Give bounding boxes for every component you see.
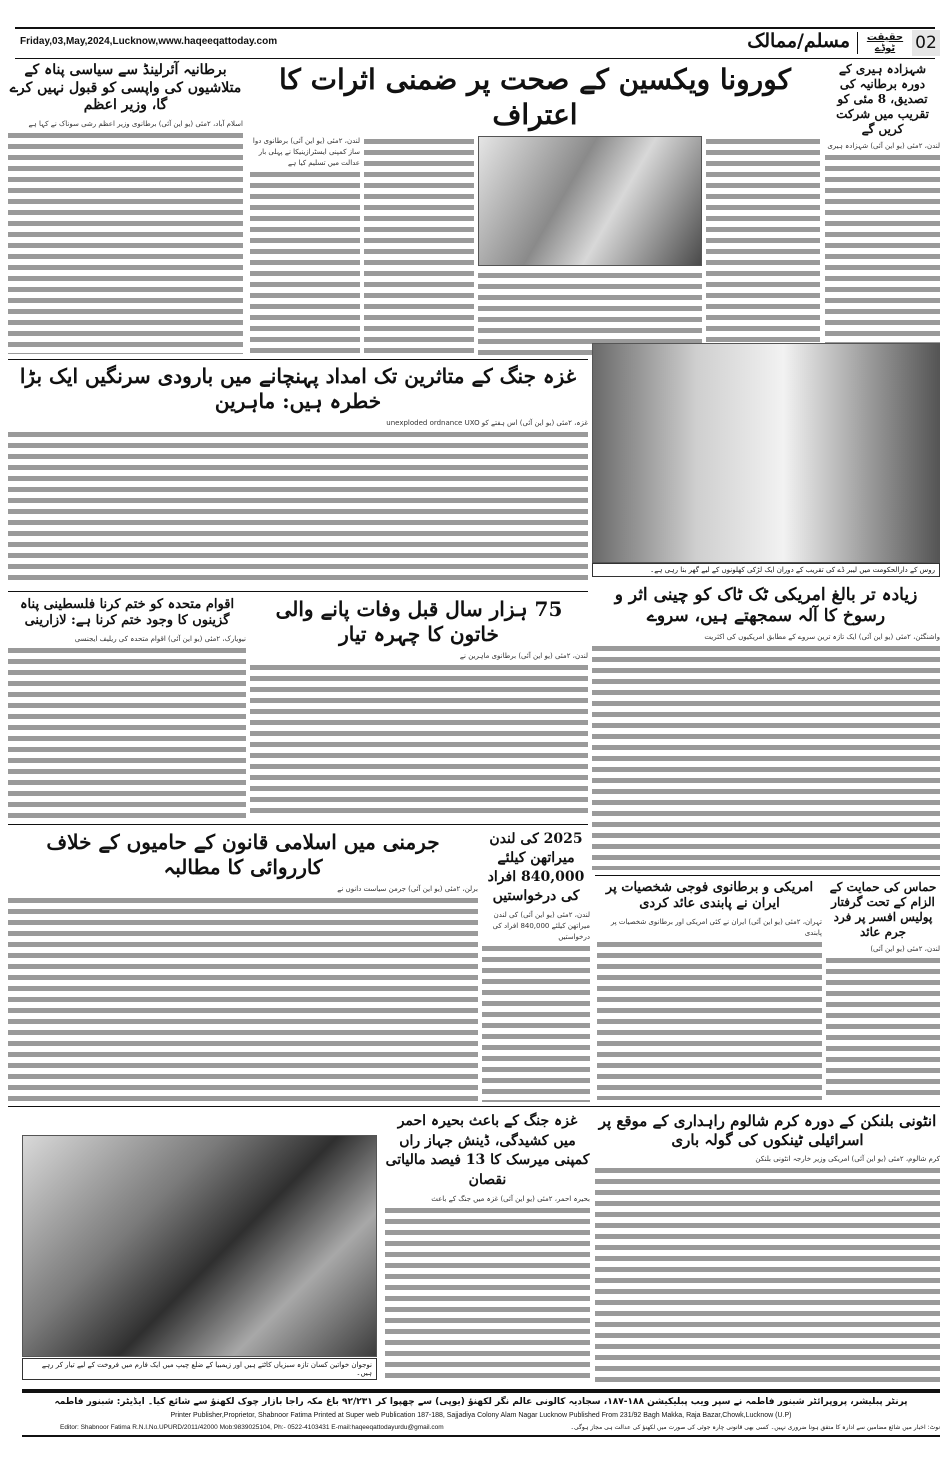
- story-hamas-body: لندن، ۲مئی (یو این آئی): [826, 944, 940, 1100]
- story-face: [250, 597, 588, 819]
- story-lead-body-4: [706, 136, 820, 355]
- headline-germany: جرمنی میں اسلامی قانون کے حامیوں کے خلاف کارروائی کا مطالبہ: [46, 830, 440, 879]
- headline-lead: کورونا ویکسین کے صحت پر ضمنی اثرات کا اعتراف: [278, 63, 791, 131]
- story-gaza-mines: [8, 364, 588, 586]
- footer-editor-line: Editor: Shabnoor Fatima R.N.I.No.UPURD/2011/42000 Mob:9839025104, Ph:- 0522-4103431 E-mail:haqeeqattodayurdu@gmail.com: [60, 1424, 444, 1431]
- headline-maersk: غزہ جنگ کے باعث بحیرہ احمر میں کشیدگی، ڈینش جہاز راں کمپنی میرسک کا 13 فیصد مالیاتی نقصان: [385, 1113, 590, 1188]
- farm-photo: [22, 1135, 377, 1357]
- story-lead-body-1: لندن، ۲مئی (یو این آئی) برطانوی دوا ساز کمپنی ایسٹرازینیکا نے پہلی بار عدالت میں تسلیم کیا ہے: [250, 136, 360, 355]
- story-lead-body-2: [364, 136, 474, 355]
- story-unrwa: [8, 597, 246, 819]
- girl-photo-caption: روس کے دارالحکومت میں لیبر ڈے کی تقریب کے دوران ایک لڑکی کھلونوں کے لیے گھر بنا رہی ہے۔: [592, 563, 940, 577]
- girl-photo: [592, 343, 940, 563]
- headline-harry: شہزادہ ہیری کے دورہ برطانیہ کی تصدیق، 8 مئی کو تقریب میں شرکت کریں گے: [836, 62, 929, 136]
- story-blinken-body: کرم شالوم، ۲مئی (یو این آئی) امریکی وزیر خارجہ انٹونی بلنکن: [595, 1154, 940, 1385]
- headline-tiktok: زیادہ تر بالغ امریکی ٹک ٹاک کو چینی اثر و رسوخ کا آلہ سمجھتے ہیں، سروے: [614, 585, 918, 627]
- headline-unrwa: اقوام متحدہ کو ختم کرنا فلسطینی پناہ گزینوں کا وجود ختم کرنا ہے: لازارینی: [19, 597, 235, 629]
- story-germany-body: برلن، ۲مئی (یو این آئی) جرمن سیاست دانوں نے: [8, 884, 478, 1102]
- footer: [22, 1389, 940, 1437]
- section-title: مسلم/ممالک: [747, 30, 850, 52]
- story-iran: [597, 880, 822, 1100]
- farm-photo-caption: نوجوان خواتین کسان تازہ سبزیاں کاٹتے ہیں اور زیمبیا کے ضلع چیپ میں ایک فارم میں فروخت کے لیے تیار کر رہے ہیں۔: [22, 1358, 377, 1380]
- story-tiktok: [592, 585, 940, 870]
- headline-face: 75 ہزار سال قبل وفات پانے والی خاتون کا چہرہ تیار: [275, 597, 563, 646]
- story-blinken: [595, 1112, 940, 1384]
- story-maersk-body: بحیرہ احمر، ۲مئی (یو این آئی) غزہ میں جنگ کے باعث: [385, 1194, 590, 1384]
- headline-ireland: برطانیہ آئرلینڈ سے سیاسی پناہ کے متلاشیوں کی واپسی کو قبول نہیں کرے گا، وزیر اعظم: [9, 62, 242, 113]
- story-tiktok-body: واشنگٹن، ۲مئی (یو این آئی) ایک تازہ ترین سروے کے مطابق امریکیوں کی اکثریت: [592, 632, 940, 871]
- story-lead: [250, 62, 820, 355]
- story-gaza-mines-body: غزہ، ۲مئی (یو این آئی) اس ہفتے کو unexploded ordnance UXO: [8, 418, 588, 586]
- story-face-body: لندن، ۲مئی (یو این آئی) برطانوی ماہرین نے: [250, 651, 588, 819]
- dateline: Friday,03,May,2024,Lucknow,www.haqeeqattoday.com: [20, 36, 278, 47]
- vaccine-photo: [478, 136, 702, 266]
- story-marathon-body: لندن، ۲مئی (یو این آئی) کی لندن میراتھن کیلئے 840,000 افراد کی درخواستیں: [482, 910, 590, 1102]
- headline-marathon: 2025 کی لندن میراتھن کیلئے 840,000 افراد کی درخواستیں: [487, 831, 585, 904]
- story-harry: [825, 62, 940, 355]
- story-hamas: [826, 880, 940, 1100]
- headline-hamas: حماس کی حمایت کے الزام کے تحت گرفتار پولیس افسر پر فرد جرم عائد: [829, 880, 937, 939]
- story-marathon: [482, 830, 590, 1102]
- page-number: 02: [912, 30, 940, 56]
- story-ireland-body: اسلام آباد، ۲مئی (یو این آئی) برطانوی وزیر اعظم رشی سوناک نے کہا ہے: [8, 119, 243, 355]
- masthead-logo: حقیقت ٹوڈے: [866, 32, 904, 54]
- story-germany: [8, 830, 478, 1102]
- story-unrwa-body: نیویارک، ۲مئی (یو این آئی) اقوام متحدہ کی ریلیف ایجنسی: [8, 634, 246, 820]
- headline-blinken: انٹونی بلنکن کے دورہ کرم شالوم راہداری کے موقع پر اسرائیلی ٹینکوں کی گولہ باری: [598, 1112, 937, 1149]
- story-harry-body: لندن، ۲مئی (یو این آئی) شہزادہ ہیری: [825, 141, 940, 355]
- footer-urdu-imprint: پرنٹر پبلیشر، پروپرائٹر شبنور فاطمہ نے سپر ویب پبلیکیشن ۱۸۸-۱۸۷، سجادیہ کالونی عالم نگر لکھنؤ (یوپی) سے چھپوا کر ۹۲/۲۳۱ باغ مکہ راجا بازار چوک لکھنؤ سے شائع کیا۔ ایڈیٹر: شبنور فاطمہ: [54, 1397, 908, 1407]
- headline-gaza-mines: غزہ جنگ کے متاثرین تک امداد پہنچانے میں بارودی سرنگیں ایک بڑا خطرہ ہیں: ماہرین: [19, 364, 577, 413]
- story-iran-body: تہران، ۲مئی (یو این آئی) ایران نے کئی امریکی اور برطانوی شخصیات پر پابندی: [597, 917, 822, 1101]
- footer-english-imprint: Printer Publisher,Proprietor, Shabnoor Fatima Printed at Super web Publication 187-188, Sajjadiya Colony Alam Nagar Lucknow Published From 231/92 Bagh Makka, Raja Bazar,Chowk,Lucknow (U.P): [170, 1412, 792, 1419]
- story-ireland: [8, 62, 243, 354]
- footer-disclaimer: نوٹ: اخبار میں شائع مضامین سے ادارہ کا متفق ہونا ضروری نہیں۔ کسی بھی قانونی چارہ جوئی کی صورت میں لکھنؤ کی عدالت ہی مجاز ہوگی۔: [570, 1424, 940, 1431]
- story-maersk: [385, 1112, 590, 1384]
- headline-iran: امریکی و برطانوی فوجی شخصیات پر ایران نے پابندی عائد کردی: [605, 880, 814, 912]
